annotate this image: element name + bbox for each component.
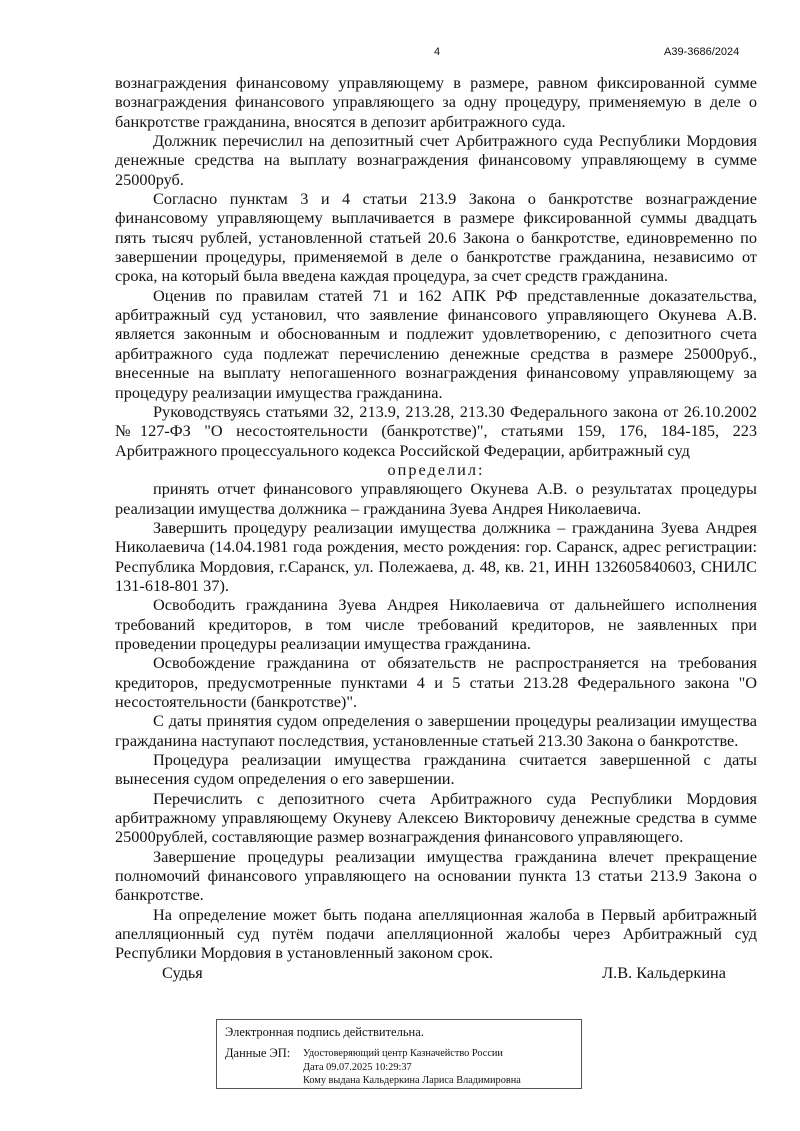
paragraph: Должник перечислил на депозитный счет Арбитражного суда Республики Мордовия денежные средства на выплату вознаграждения финансовому управляющему в сумме 25000руб. (115, 131, 757, 189)
ruling-paragraph: С даты принятия судом определения о завершении процедуры реализации имущества гражданина наступают последствия, установленные статьей 213.30 Закона о банкротстве. (115, 711, 757, 750)
signature-date: Дата 09.07.2025 10:29:37 (303, 1061, 412, 1073)
signature-issuer: Удостоверяющий центр Казначейство России (303, 1048, 503, 1059)
paragraph: вознаграждения финансовому управляющему в размере, равном фиксированной сумме вознаграждения финансового управляющего за одну процедуру, применяемую в деле о банкротстве гражданина, вносятся в депозит арбитражного суда. (115, 73, 757, 131)
ruling-heading: определил: (387, 459, 485, 479)
page-number: 4 (434, 46, 441, 58)
judge-role: Судья (162, 962, 203, 982)
ruling-paragraph: На определение может быть подана апелляционная жалоба в Первый арбитражный апелляционный суд путём подачи апелляционной жалобы через Арбитражный суд Республики Мордовия в установленный законом срок. (115, 904, 757, 963)
ruling-paragraph: Освободить гражданина Зуева Андрея Николаевича от дальнейшего исполнения требований кредиторов, в том числе требований кредиторов, не заявленных при проведении процедуры реализации имущества гражданина. (115, 595, 757, 653)
electronic-signature-stamp (216, 1019, 582, 1089)
paragraph: Оценив по правилам статей 71 и 162 АПК РФ представленные доказательства, арбитражный суд установил, что заявление финансового управляющего Окунева А.В. является законным и обоснованным и подлежит удовлетворению, с депозитного счета арбитражного суда подлежат перечислению денежные средства в размере 25000руб., внесенные на выплату непогашенного вознаграждения финансовому управляющему за процедуру реализации имущества гражданина. (115, 285, 757, 402)
signature-valid-text: Электронная подпись действительна. (225, 1025, 424, 1039)
paragraph: Согласно пунктам 3 и 4 статьи 213.9 Закона о банкротстве вознаграждение финансовому управляющему выплачивается в размере фиксированной суммы двадцать пять тысяч рублей, установленной статьей 20.6 Закона о банкротстве, единовременно по завершении процедуры, применяемой в деле о банкротстве гражданина, независимо от срока, на который была введена каждая процедура, за счет средств гражданина. (115, 189, 757, 286)
signature-row (115, 963, 757, 982)
signature-details (303, 1047, 521, 1088)
judge-name: Л.В. Кальдеркина (602, 962, 726, 982)
paragraph: Руководствуясь статьями 32, 213.9, 213.28, 213.30 Федерального закона от 26.10.2002 №127-ФЗ "О несостоятельности (банкротстве)", статьями 159, 176, 184-185, 223 Арбитражного процессуального кодекса Российской Федерации, арбитражный суд (115, 401, 757, 460)
signature-issued-to: Кому выдана Кальдеркина Лариса Владимировна (303, 1075, 521, 1086)
ruling-paragraph: Перечислить с депозитного счета Арбитражного суда Республики Мордовия арбитражному управляющему Окуневу Алексею Викторовичу денежные средства в сумме 25000рублей, составляющие размер вознаграждения финансового управляющего. (115, 788, 757, 847)
ruling-paragraph: Освобождение гражданина от обязательств не распространяется на требования кредиторов, предусмотренные пунктами 4 и 5 статьи 213.28 Федерального закона "О несостоятельности (банкротстве)". (115, 653, 757, 711)
page-header (0, 46, 800, 60)
ruling-paragraph: Процедура реализации имущества гражданина считается завершенной с даты вынесения судом определения о его завершении. (115, 750, 757, 789)
ruling-paragraph: Завершить процедуру реализации имущества должника – гражданина Зуева Андрея Николаевича (14.04.1981 года рождения, место рождения: гор. Саранск, адрес регистрации: Республика Мордовия, г.Саранск, ул. Полежаева, д. 48, кв. 21, ИНН 132605840603, СНИЛС 131-618-801 37). (115, 517, 757, 595)
case-number: А39-3686/2024 (664, 46, 740, 58)
ruling-paragraph: принять отчет финансового управляющего Окунева А.В. о результатах процедуры реализации имущества должника – гражданина Зуева Андрея Николаевича. (115, 479, 757, 518)
ruling-paragraph: Завершение процедуры реализации имущества гражданина влечет прекращение полномочий финансового управляющего на основании пункта 13 статьи 213.9 Закона о банкротстве. (115, 846, 757, 905)
signature-data-label: Данные ЭП: (225, 1046, 291, 1060)
document-body (115, 73, 757, 982)
